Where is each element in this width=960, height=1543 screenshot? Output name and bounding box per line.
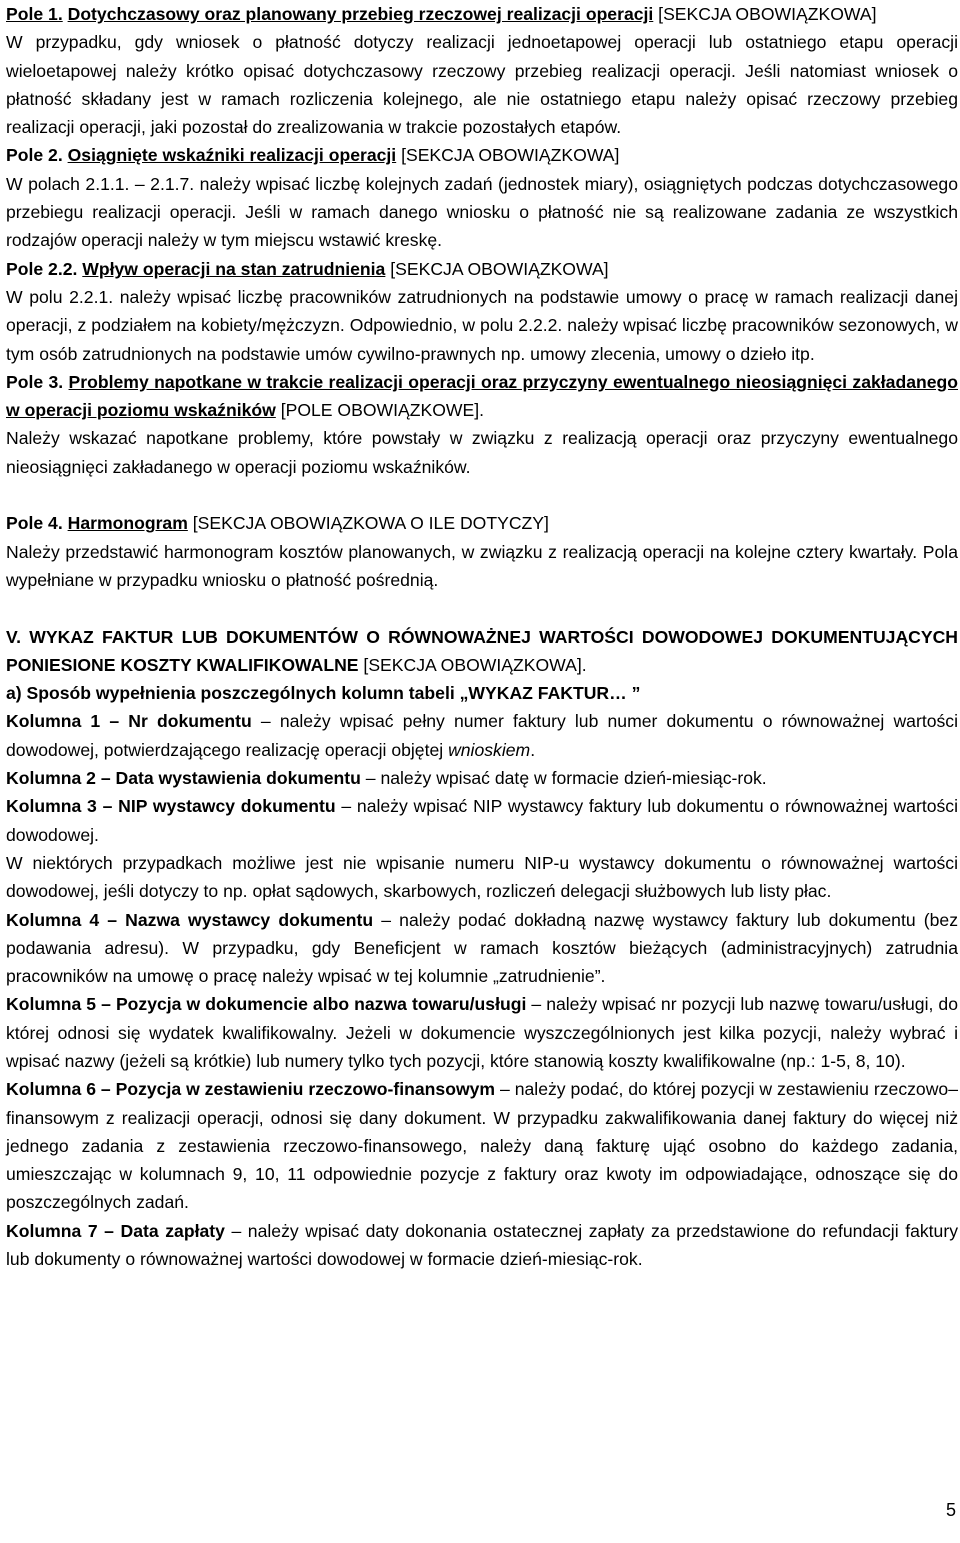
column-4-text: – należy podać dokładną nazwę wystawcy faktury lub dokumentu (bez podawania adresu). W przypadku, gdy Beneficjent w ramach kosztów bieżących (administracyjnych) zatrudnia pracowników na umowę o pracę należy wpisać w tej kolumnie „zatrudnienie”. xyxy=(6,909,958,987)
column-2-text: – należy wpisać datę w formacie dzień-miesiąc-rok. xyxy=(360,768,767,789)
section5-heading xyxy=(6,623,958,680)
pole2-title: Osiągnięte wskaźniki realizacji operacji xyxy=(67,145,397,166)
column-7-text: – należy wpisać daty dokonania ostatecznej zapłaty za przedstawione do refundacji faktury lub dokumenty o równoważnej wartości dowodowej w formacie dzień-miesiąc-rok. xyxy=(6,1220,958,1270)
column-1-text: – należy wpisać pełny numer faktury lub numer dokumentu o równoważnej wartości dowodowej, potwierdzającego realizację operacji objętej xyxy=(6,711,958,760)
spacer xyxy=(6,481,958,509)
pole1-tag: [SEKCJA OBOWIĄZKOWA] xyxy=(653,4,877,24)
pole2-heading xyxy=(6,141,958,169)
pole4-body: Należy przedstawić harmonogram kosztów planowanych, w związku z realizacją operacji na kolejne cztery kwartały. Pola wypełniane w przypadku wniosku o płatność pośrednią. xyxy=(6,541,958,590)
column-5-entry xyxy=(6,990,958,1075)
pole1-text1: W przypadku, gdy wniosek o płatność dotyczy realizacji jednoetapowej operacji lub ostatniego etapu operacji wieloetapowej należy krótko opisać dotychczasowy rzeczowy przebieg realizacji operacji. xyxy=(6,32,958,81)
column-1-entry xyxy=(6,707,958,764)
section5-title: WYKAZ FAKTUR LUB DOKUMENTÓW O RÓWNOWAŻNEJ WARTOŚCI DOWODOWEJ DOKUMENTUJĄCYCH PONIESIONE KOSZTY KWALIFIKOWALNE xyxy=(6,626,959,675)
pole4-tag: [SEKCJA OBOWIĄZKOWA O ILE DOTYCZY] xyxy=(187,513,549,534)
column-4-entry xyxy=(6,906,958,991)
pole22-heading xyxy=(6,255,958,283)
section5-tag: [SEKCJA OBOWIĄZKOWA]. xyxy=(358,654,587,675)
pole1-body xyxy=(6,28,958,141)
column-7-entry xyxy=(6,1217,958,1274)
column-2-entry xyxy=(6,764,958,792)
column-2-label: Kolumna 2 – Data wystawienia dokumentu xyxy=(6,768,361,789)
pole3-title: Problemy napotkane w trakcie realizacji operacji oraz przyczyny ewentualnego nieosiągnięci zakładanego w operacji poziomu wskaźników xyxy=(6,371,959,421)
pole3-label: Pole 3. xyxy=(6,371,64,392)
spacer xyxy=(6,594,958,622)
pole3-tag: [POLE OBOWIĄZKOWE]. xyxy=(275,400,485,421)
pole22-tag: [SEKCJA OBOWIĄZKOWA] xyxy=(385,258,609,279)
column-3-entry xyxy=(6,792,958,849)
pole3-heading xyxy=(6,368,958,425)
pole2-body: W polach 2.1.1. – 2.1.7. należy wpisać liczbę kolejnych zadań (jednostek miary), osiągniętych podczas dotychczasowego przebiegu realizacji operacji. Jeśli w ramach danego wniosku o płatność nie są realizowane zadania ze wszystkich rodzajów operacji należy w tym miejscu wstawić kreskę. xyxy=(6,173,958,251)
column-1-label: Kolumna 1 – Nr dokumentu xyxy=(6,711,252,732)
pole4-heading xyxy=(6,509,958,537)
pole1-label: Pole 1. xyxy=(6,4,63,24)
section5-label: V. xyxy=(6,626,22,647)
pole22-body: W polu 2.2.1. należy wpisać liczbę pracowników zatrudnionych na podstawie umowy o pracę w ramach realizacji danej operacji, z podziałem na kobiety/mężczyzn. Odpowiednio, w polu 2.2.2. należy wpisać liczbę pracowników sezonowych, w tym osób zatrudnionych na podstawie umów cywilno-prawnych np. umowy zlecenia, umowy o dzieło itp. xyxy=(6,286,958,364)
column-3-label: Kolumna 3 – NIP wystawcy dokumentu xyxy=(6,796,336,817)
column-6-text: – należy podać, do której pozycji w zestawieniu rzeczowo–finansowym z realizacji operacji, odnosi się dany dokument. W przypadku zakwalifikowania danej faktury do więcej niż jednego zadania z zestawienia rzeczowo-finansowego, należy daną fakturę ująć osobno do każdego zadania, umieszczając w kolumnach 9, 10, 11 odpowiednie pozycje z faktury oraz kwoty im odpowiadające, odnoszące się do poszczególnych zadań. xyxy=(6,1079,958,1213)
page-number: 5 xyxy=(945,1500,956,1520)
section5-subheading: a) Sposób wypełnienia poszczególnych kolumn tabeli „WYKAZ FAKTUR… ” xyxy=(6,683,641,704)
column-7-label: Kolumna 7 – Data zapłaty xyxy=(6,1220,225,1241)
column-6-entry xyxy=(6,1075,958,1216)
column-3-text: – należy wpisać NIP wystawcy faktury lub dokumentu o równoważnej wartości dowodowej. xyxy=(6,796,958,845)
column-1-tail: . xyxy=(530,739,536,760)
column-5-text: – należy wpisać nr pozycji lub nazwę towaru/usługi, do której odnosi się wydatek kwalifikowalny. Jeżeli w dokumencie wyszczególnionych jest kilka pozycji, należy wybrać i wpisać nazwy (jeżeli są krótkie) lub numery tylko tych pozycji, które stanowią koszty kwalifikowalne (np.: 1-5, 8, 10). xyxy=(6,994,958,1071)
column-4-label: Kolumna 4 – Nazwa wystawcy dokumentu xyxy=(6,909,374,930)
pole4-label: Pole 4. xyxy=(6,513,63,534)
pole2-label: Pole 2. xyxy=(6,145,63,166)
pole3-body: Należy wskazać napotkane problemy, które powstały w związku z realizacją operacji oraz przyczyny ewentualnego nieosiągnięci zakładanego w operacji poziomu wskaźników. xyxy=(6,428,958,477)
pole22-title: Wpływ operacji na stan zatrudnienia xyxy=(82,258,386,279)
pole22-label: Pole 2.2. xyxy=(6,258,78,279)
pole4-title: Harmonogram xyxy=(67,513,188,534)
pole1-title: Dotychczasowy oraz planowany przebieg rzeczowej realizacji operacji xyxy=(67,4,654,24)
column-3-extra: W niektórych przypadkach możliwe jest nie wpisanie numeru NIP-u wystawcy dokumentu o równoważnej wartości dowodowej, jeśli dotyczy to np. opłat sądowych, skarbowych, rozliczeń delegacji służbowych lub listy płac. xyxy=(6,852,958,902)
column-6-label: Kolumna 6 – Pozycja w zestawieniu rzeczowo-finansowym xyxy=(6,1079,496,1100)
pole1-text2: Jeśli natomiast wniosek o płatność składany jest w ramach rozliczenia kolejnego, ale nie ostatniego etapu należy opisać rzeczowy przebieg realizacji operacji, jaki pozostał do zrealizowania w trakcie pozostałych etapów. xyxy=(6,60,958,138)
pole2-tag: [SEKCJA OBOWIĄZKOWA] xyxy=(396,145,620,166)
column-1-italic: wnioskiem xyxy=(448,739,531,760)
pole1-heading xyxy=(6,0,958,28)
document-page xyxy=(6,0,958,1273)
column-5-label: Kolumna 5 – Pozycja w dokumencie albo nazwa towaru/usługi xyxy=(6,994,527,1015)
